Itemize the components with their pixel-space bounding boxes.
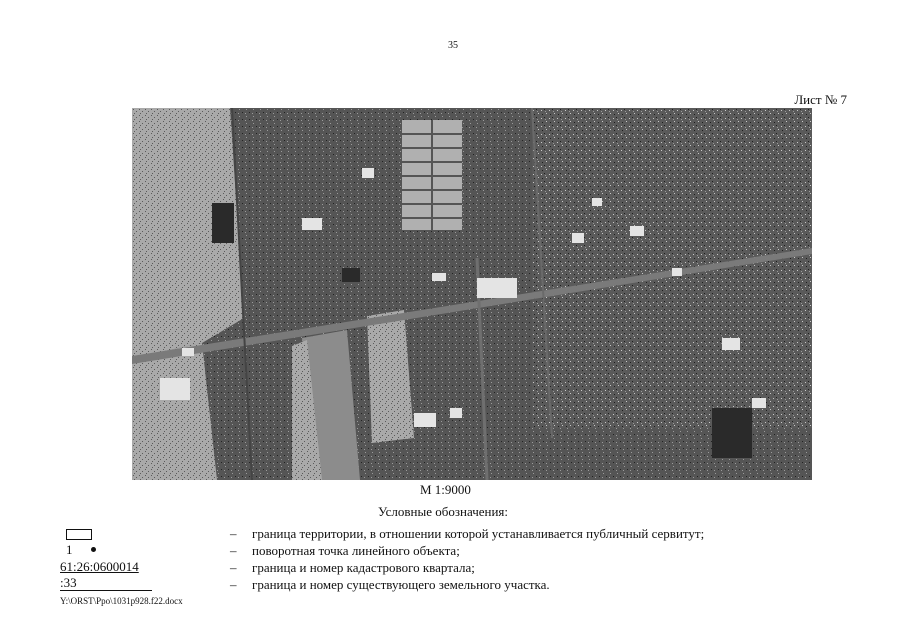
legend-row-text: граница и номер кадастрового квартала; [252, 560, 475, 575]
legend-row [230, 543, 460, 559]
legend-row [230, 577, 550, 593]
aerial-map-image [132, 108, 812, 480]
cadastral-quarter-number: 61:26:0600014 [60, 559, 139, 574]
point-number-label: 1 [66, 542, 73, 557]
aerial-map-graphic [132, 108, 812, 480]
legend-row [230, 560, 475, 576]
parcel-number: :33 [60, 575, 152, 591]
legend-row [230, 526, 704, 542]
legend-row-text: граница и номер существующего земельного участка. [252, 577, 550, 592]
sheet-label: Лист № 7 [794, 92, 847, 107]
footer-file-path: Y:\ORST\Ppo\1031p928.f22.docx [60, 596, 183, 606]
page-number: 35 [448, 40, 458, 51]
point-dot-icon [91, 547, 96, 552]
legend-dash: – [230, 560, 237, 575]
legend-dash: – [230, 577, 237, 592]
legend-row-text: поворотная точка линейного объекта; [252, 543, 460, 558]
legend-row-text: граница территории, в отношении которой устанавливается публичный сервитут; [252, 526, 705, 541]
legend-title: Условные обозначения: [378, 504, 509, 519]
legend-dash: – [230, 543, 237, 558]
legend-dash: – [230, 526, 237, 541]
boundary-rectangle-icon [66, 529, 92, 540]
map-scale: М 1:9000 [420, 482, 471, 497]
